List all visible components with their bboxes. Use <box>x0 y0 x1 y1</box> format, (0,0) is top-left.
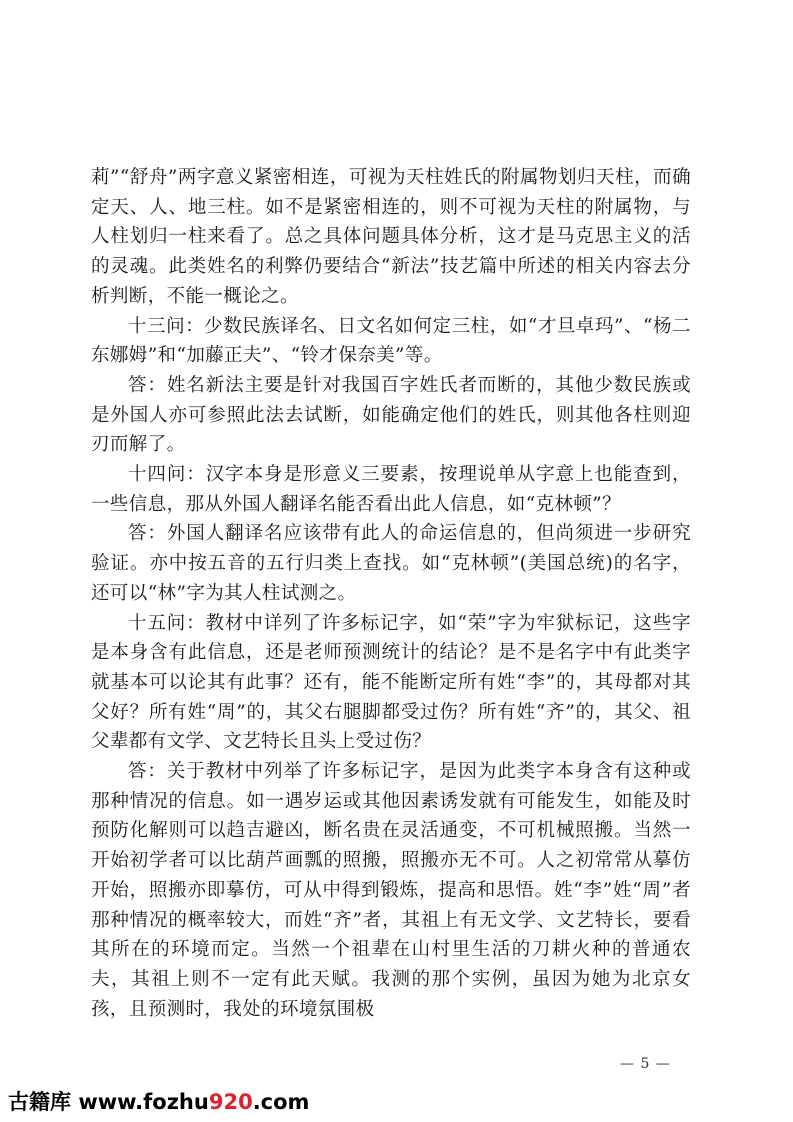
body-text <box>91 163 691 1024</box>
watermark-url: www.fozhu920.com <box>78 1090 310 1114</box>
paragraph: 十四问：汉字本身是形意义三要素，按理说单从字意上也能查到，一些信息，那从外国人翻译名能否看出此人信息，如“克林顿”？ <box>91 464 691 515</box>
paragraph: 十三问：少数民族译名、日文名如何定三柱，如“才旦卓玛”、“杨二东娜姆”和“加藤正夫”、“铃才保奈美”等。 <box>91 315 691 367</box>
watermark <box>8 1086 309 1116</box>
watermark-site-name: 古籍库 <box>8 1090 71 1114</box>
paragraph: 莉”“舒舟”两字意义紧密相连，可视为天柱姓氏的附属物划归天柱，而确定天、人、地三柱。如不是紧密相连的，则不可视为天柱的附属物，与人柱划归一柱来看了。总之具体问题具体分析，这才是马克思主义的活的灵魂。此类姓名的利弊仍要结合“新法”技艺篇中所述的相关内容去分析判断，不能一概论之。 <box>91 167 691 307</box>
paragraph: 答：外国人翻译名应该带有此人的命运信息的，但尚须进一步研究验证。亦中按五音的五行归类上查找。如“克林顿”(美国总统)的名字，还可以“林”字为其人柱试测之。 <box>91 523 691 604</box>
paragraph: 十五问：教材中详列了许多标记字，如“荣”字为牢狱标记，这些字是本身含有此信息，还是老师预测统计的结论？是不是名字中有此类字就基本可以论其有此事？还有，能不能断定所有姓“李”的，其母都对其父好？所有姓“周”的，其父右腿脚都受过伤？所有姓“齐”的，其父、祖父辈都有文学、文艺特长且头上受过伤？ <box>91 612 691 753</box>
page-number: — 5 — <box>620 1056 671 1072</box>
paragraph: 答：关于教材中列举了许多标记字，是因为此类字本身含有这种或那种情况的信息。如一遇岁运或其他因素诱发就有可能发生，如能及时预防化解则可以趋吉避凶，断名贵在灵活通变，不可机械照搬。当然一开始初学者可以比葫芦画瓢的照搬，照搬亦无不可。人之初常常从摹仿开始，照搬亦即摹仿，可从中得到锻炼，提高和思悟。姓“李”姓“周”者那种情况的概率较大，而姓“齐”者，其祖上有无文学、文艺特长，要看其所在的环境而定。当然一个祖辈在山村里生活的刀耕火种的普通农夫，其祖上则不一定有此天赋。我测的那个实例，虽因为她为北京女孩，且预测时，我处的环境氛围极 <box>91 761 691 1020</box>
paragraph: 答：姓名新法主要是针对我国百字姓氏者而断的，其他少数民族或是外国人亦可参照此法去试断，如能确定他们的姓氏，则其他各柱则迎刃而解了。 <box>91 374 691 456</box>
